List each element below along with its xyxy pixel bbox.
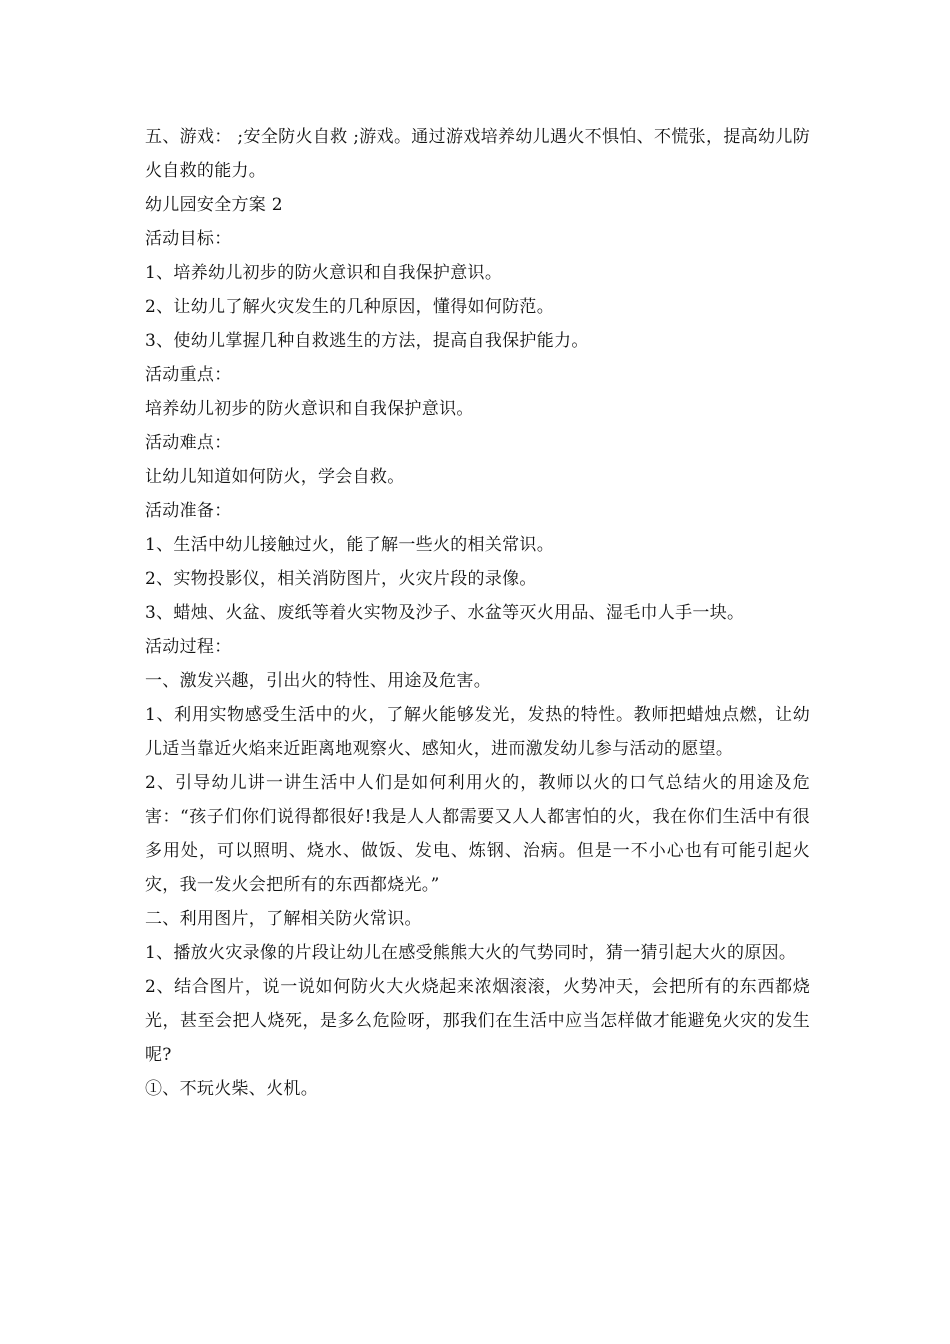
paragraph-process-2-1: 1、播放火灾录像的片段让幼儿在感受熊熊大火的气势同时，猜一猜引起大火的原因。 (145, 943, 797, 963)
paragraph-goals-heading: 活动目标： (145, 229, 232, 249)
paragraph-process-1-1: 1、利用实物感受生活中的火，了解火能够发光，发热的特性。教师把蜡烛点燃，让幼儿适当靠近火焰来近距离地观察火、感知火，进而激发幼儿参与活动的愿望。 (145, 705, 810, 759)
paragraph-process-2-2: 2、结合图片，说一说如何防火大火烧起来浓烟滚滚，火势冲天，会把所有的东西都烧光，甚至会把人烧死，是多么危险呀，那我们在生活中应当怎样做才能避免火灾的发生呢? (145, 977, 810, 1065)
paragraph-prep-3: 3、蜡烛、火盆、废纸等着火实物及沙子、水盆等灭火用品、湿毛巾人手一块。 (145, 603, 745, 623)
paragraph-focus-text: 培养幼儿初步的防火意识和自我保护意识。 (145, 399, 474, 419)
paragraph-prep-heading: 活动准备： (145, 501, 232, 521)
paragraph-process-heading: 活动过程： (145, 637, 232, 657)
paragraph-game-section: 五、游戏： ;安全防火自救 ;游戏。通过游戏培养幼儿遇火不惧怕、不慌张，提高幼儿防火自救的能力。 (145, 127, 810, 181)
paragraph-rule-1: ①、不玩火柴、火机。 (145, 1079, 318, 1099)
paragraph-goal-1: 1、培养幼儿初步的防火意识和自我保护意识。 (145, 263, 503, 283)
paragraph-process-part-2: 二、利用图片，了解相关防火常识。 (145, 909, 422, 929)
paragraph-prep-2: 2、实物投影仪，相关消防图片，火灾片段的录像。 (145, 569, 537, 589)
paragraph-prep-1: 1、生活中幼儿接触过火，能了解一些火的相关常识。 (145, 535, 555, 555)
paragraph-plan-title: 幼儿园安全方案 2 (145, 195, 283, 215)
paragraph-difficulty-text: 让幼儿知道如何防火，学会自救。 (145, 467, 405, 487)
paragraph-goal-2: 2、让幼儿了解火灾发生的几种原因，懂得如何防范。 (145, 297, 555, 317)
paragraph-process-part-1: 一、激发兴趣，引出火的特性、用途及危害。 (145, 671, 491, 691)
paragraph-goal-3: 3、使幼儿掌握几种自救逃生的方法，提高自我保护能力。 (145, 331, 589, 351)
paragraph-process-1-2: 2、引导幼儿讲一讲生活中人们是如何利用火的，教师以火的口气总结火的用途及危害：“孩子们你们说得都很好!我是人人都需要又人人都害怕的火，我在你们生活中有很多用处，可以照明、烧水、做饭、发电、炼钢、治病。但是一不小心也有可能引起火灾，我一发火会把所有的东西都烧光。” (145, 773, 810, 895)
paragraph-focus-heading: 活动重点： (145, 365, 232, 385)
paragraph-difficulty-heading: 活动难点： (145, 433, 232, 453)
document-body (145, 120, 810, 1106)
